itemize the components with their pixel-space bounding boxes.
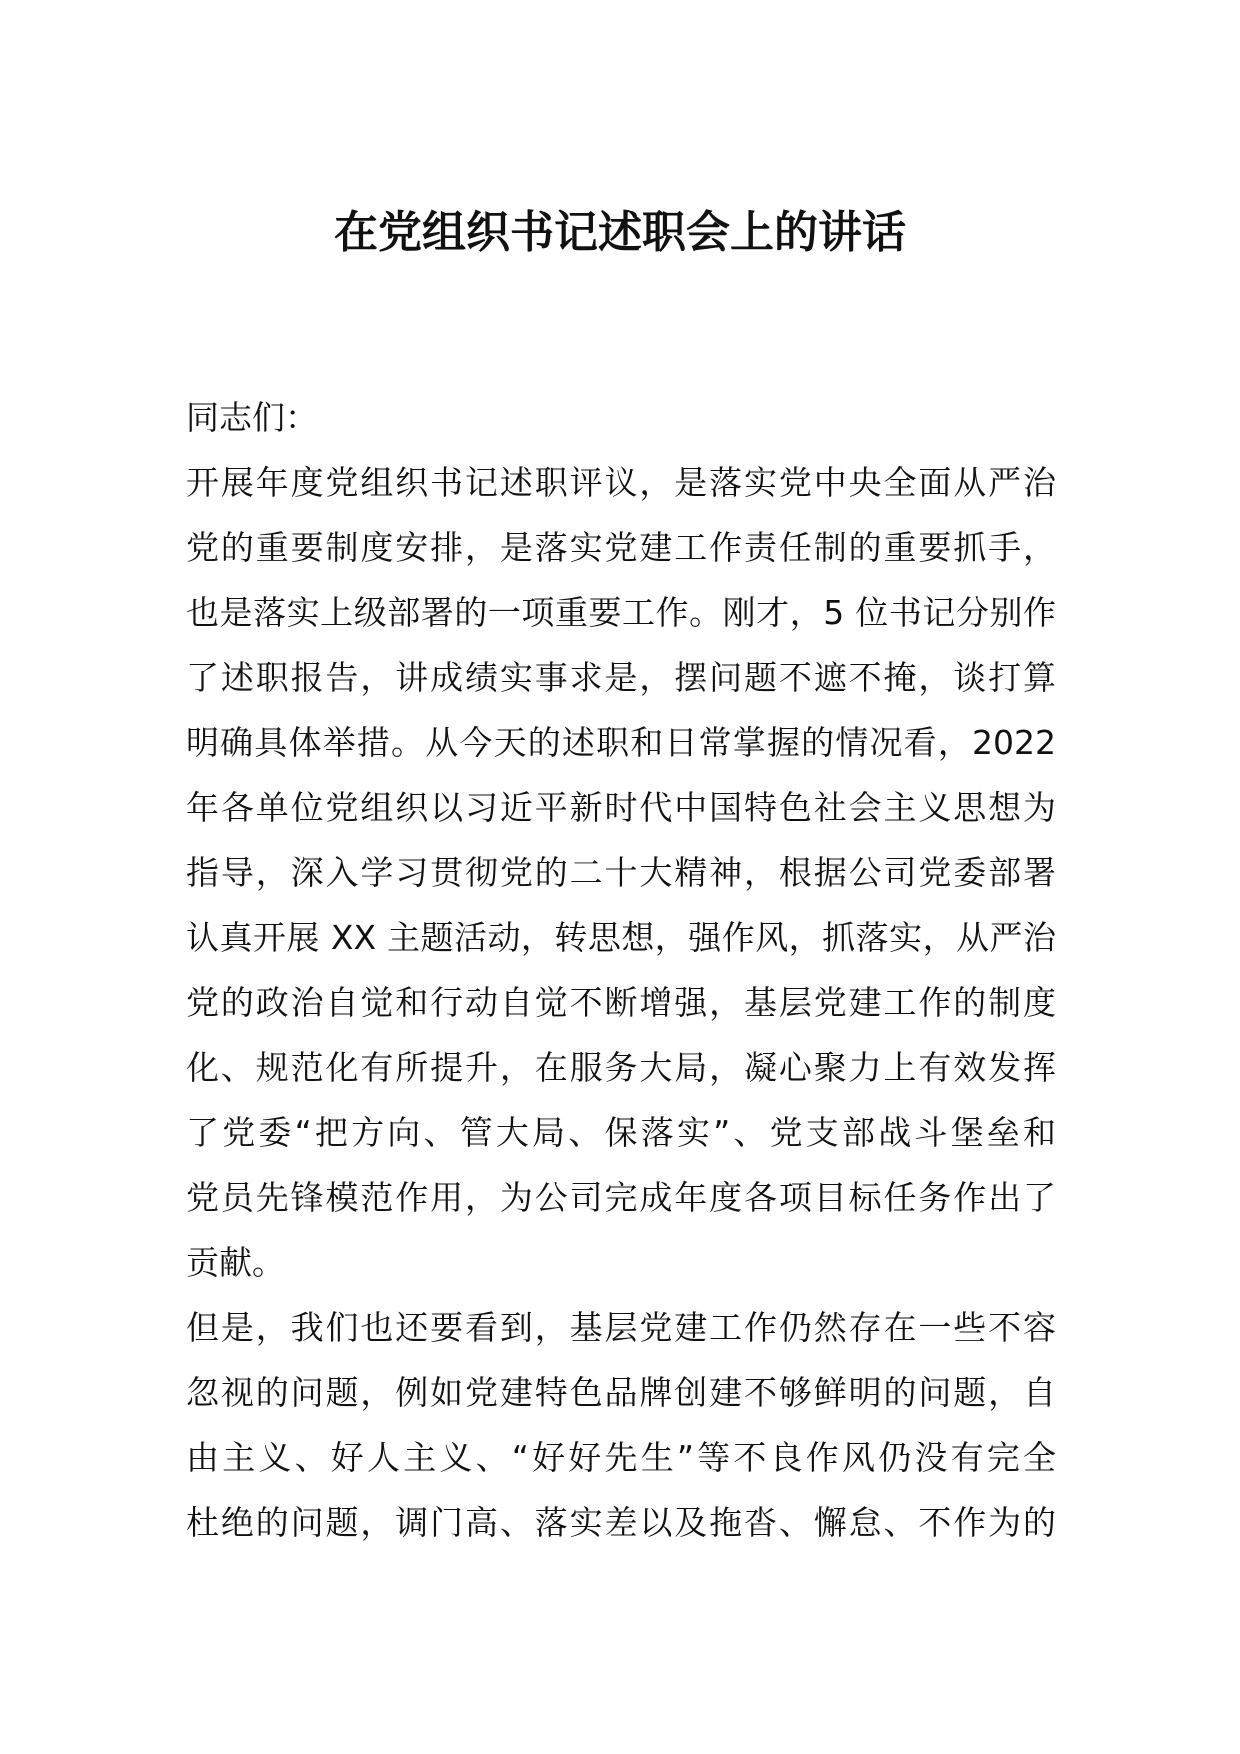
body-line: 贡献。 xyxy=(186,1243,285,1282)
document-title: 在党组织书记述职会上的讲话 xyxy=(334,207,906,258)
body-line: 了述职报告，讲成绩实事求是，摆问题不遮不掩，谈打算 xyxy=(186,658,1056,697)
body-line: 忽视的问题，例如党建特色品牌创建不够鲜明的问题，自 xyxy=(186,1373,1056,1412)
body-line: 党的重要制度安排，是落实党建工作责任制的重要抓手， xyxy=(186,528,1056,567)
body-line: 党员先锋模范作用，为公司完成年度各项目标任务作出了 xyxy=(186,1178,1056,1217)
body-line: 也是落实上级部署的一项重要工作。刚才，5 位书记分别作 xyxy=(186,593,1056,632)
body-line: 但是，我们也还要看到，基层党建工作仍然存在一些不容 xyxy=(186,1308,1056,1347)
body-line: 党的政治自觉和行动自觉不断增强，基层党建工作的制度 xyxy=(186,983,1056,1022)
body-line: 由主义、好人主义、“好好先生”等不良作风仍没有完全 xyxy=(186,1438,1056,1477)
body-line: 同志们： xyxy=(186,398,318,437)
body-line: 认真开展 XX 主题活动，转思想，强作风，抓落实，从严治 xyxy=(186,918,1056,957)
body-line: 年各单位党组织以习近平新时代中国特色社会主义思想为 xyxy=(186,788,1056,827)
body-line: 化、规范化有所提升，在服务大局，凝心聚力上有效发挥 xyxy=(186,1048,1056,1087)
body-line: 明确具体举措。从今天的述职和日常掌握的情况看，2022 xyxy=(186,723,1056,762)
body-line: 杜绝的问题，调门高、落实差以及拖沓、懈怠、不作为的 xyxy=(186,1503,1056,1542)
body-line: 了党委“把方向、管大局、保落实”、党支部战斗堡垒和 xyxy=(186,1113,1056,1152)
body-line: 开展年度党组织书记述职评议，是落实党中央全面从严治 xyxy=(186,463,1056,502)
body-line: 指导，深入学习贯彻党的二十大精神，根据公司党委部署 xyxy=(186,853,1056,892)
document-body xyxy=(186,385,1056,1555)
